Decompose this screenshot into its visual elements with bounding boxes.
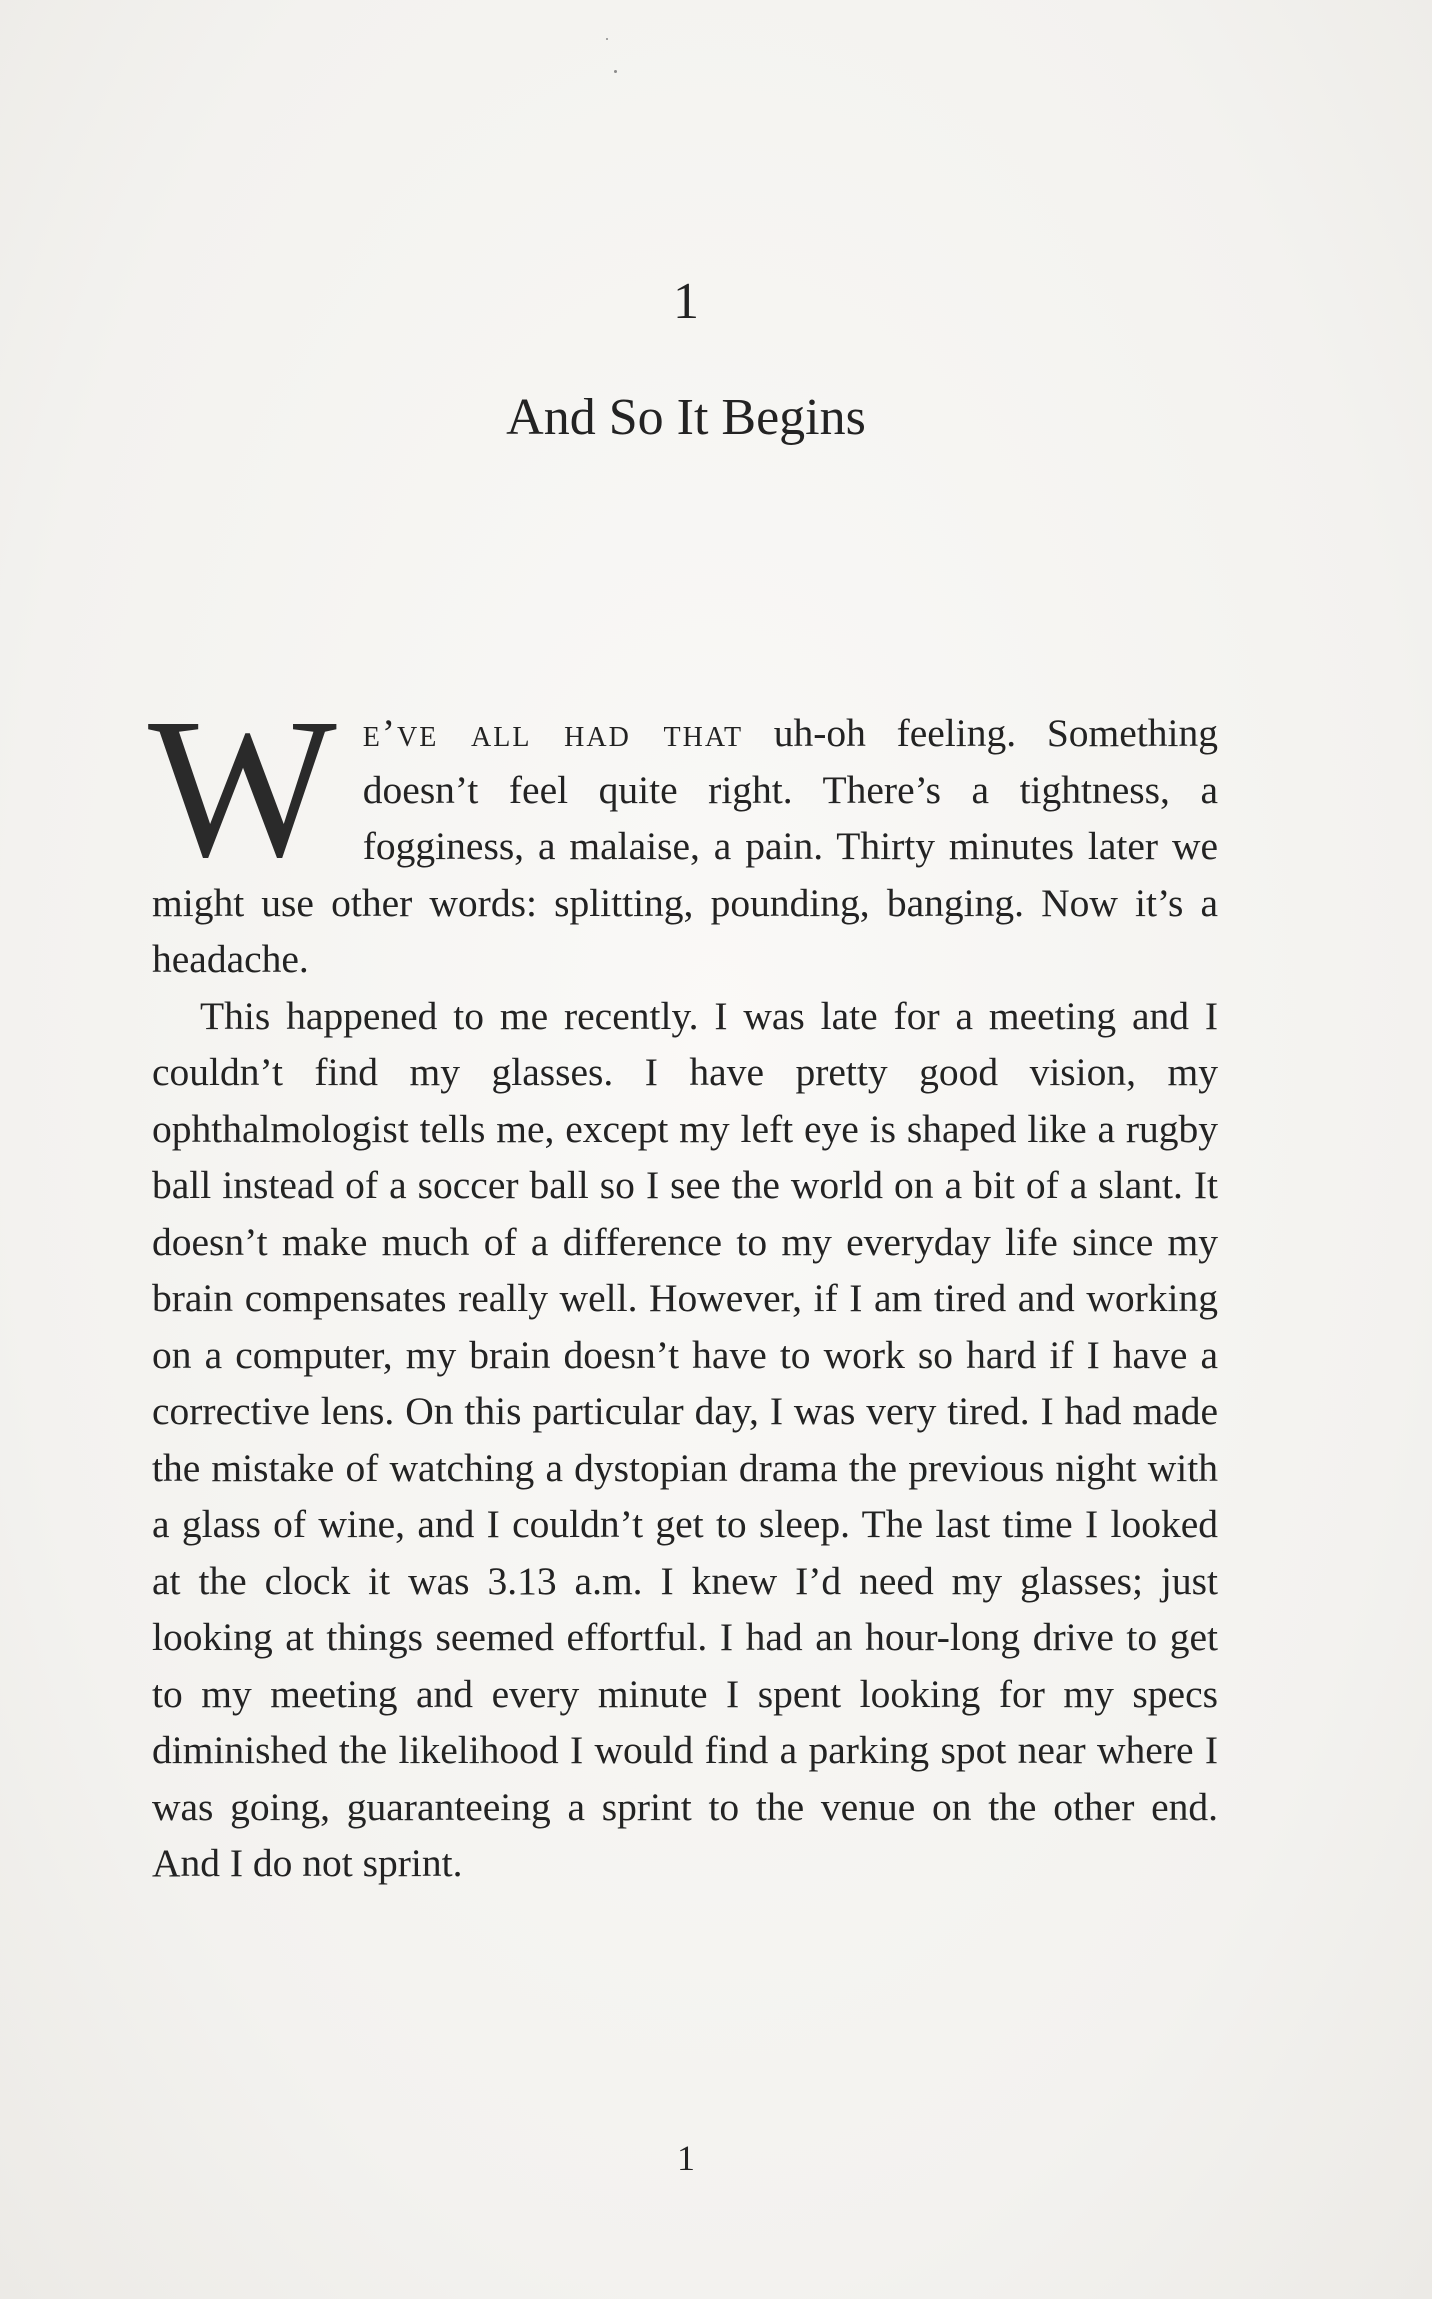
paragraph-2: This happened to me recently. I was late for a meeting and I couldn’t find my glasses. I have pretty good vision, my ophthalmologist tells me, except my left eye is shaped like a rugby ball instead of a soccer ball so I see the world on a bit of a slant. It doesn’t make much of a difference to my everyday life since my brain compensates really well. However, if I am tired and working on a computer, my brain doesn’t have to work so hard if I have a corrective lens. On this particular day, I was very tired. I had made the mistake of watching a dystopian drama the previous night with a glass of wine, and I couldn’t get to sleep. The last time I looked at the clock it was 3.13 a.m. I knew I’d need my glasses; just looking at things seemed effortful. I had an hour-long drive to get to my meeting and every minute I spent looking for my specs diminished the likelihood I would find a parking spot near where I was going, guaranteeing a sprint to the venue on the other end. And I do not sprint. [152, 993, 1218, 1885]
paper-speck [614, 70, 617, 73]
drop-cap: W [148, 678, 337, 899]
chapter-number: 1 [673, 273, 699, 330]
page-number: 1 [677, 2138, 695, 2178]
paragraph-1 [148, 678, 1218, 988]
paragraph-1-text: uh-oh feeling. Something doesn’t feel quite right. There’s a tightness, a fogginess, a malaise, a pain. Thirty minutes later we might use other words: splitting, pounding, banging. Now it’s a headache. [152, 711, 1218, 981]
body-text [148, 678, 1218, 1892]
chapter-title: And So It Begins [506, 389, 866, 446]
paper-speck [606, 38, 608, 40]
lead-in-small-caps: e’ve all had that [362, 711, 744, 755]
